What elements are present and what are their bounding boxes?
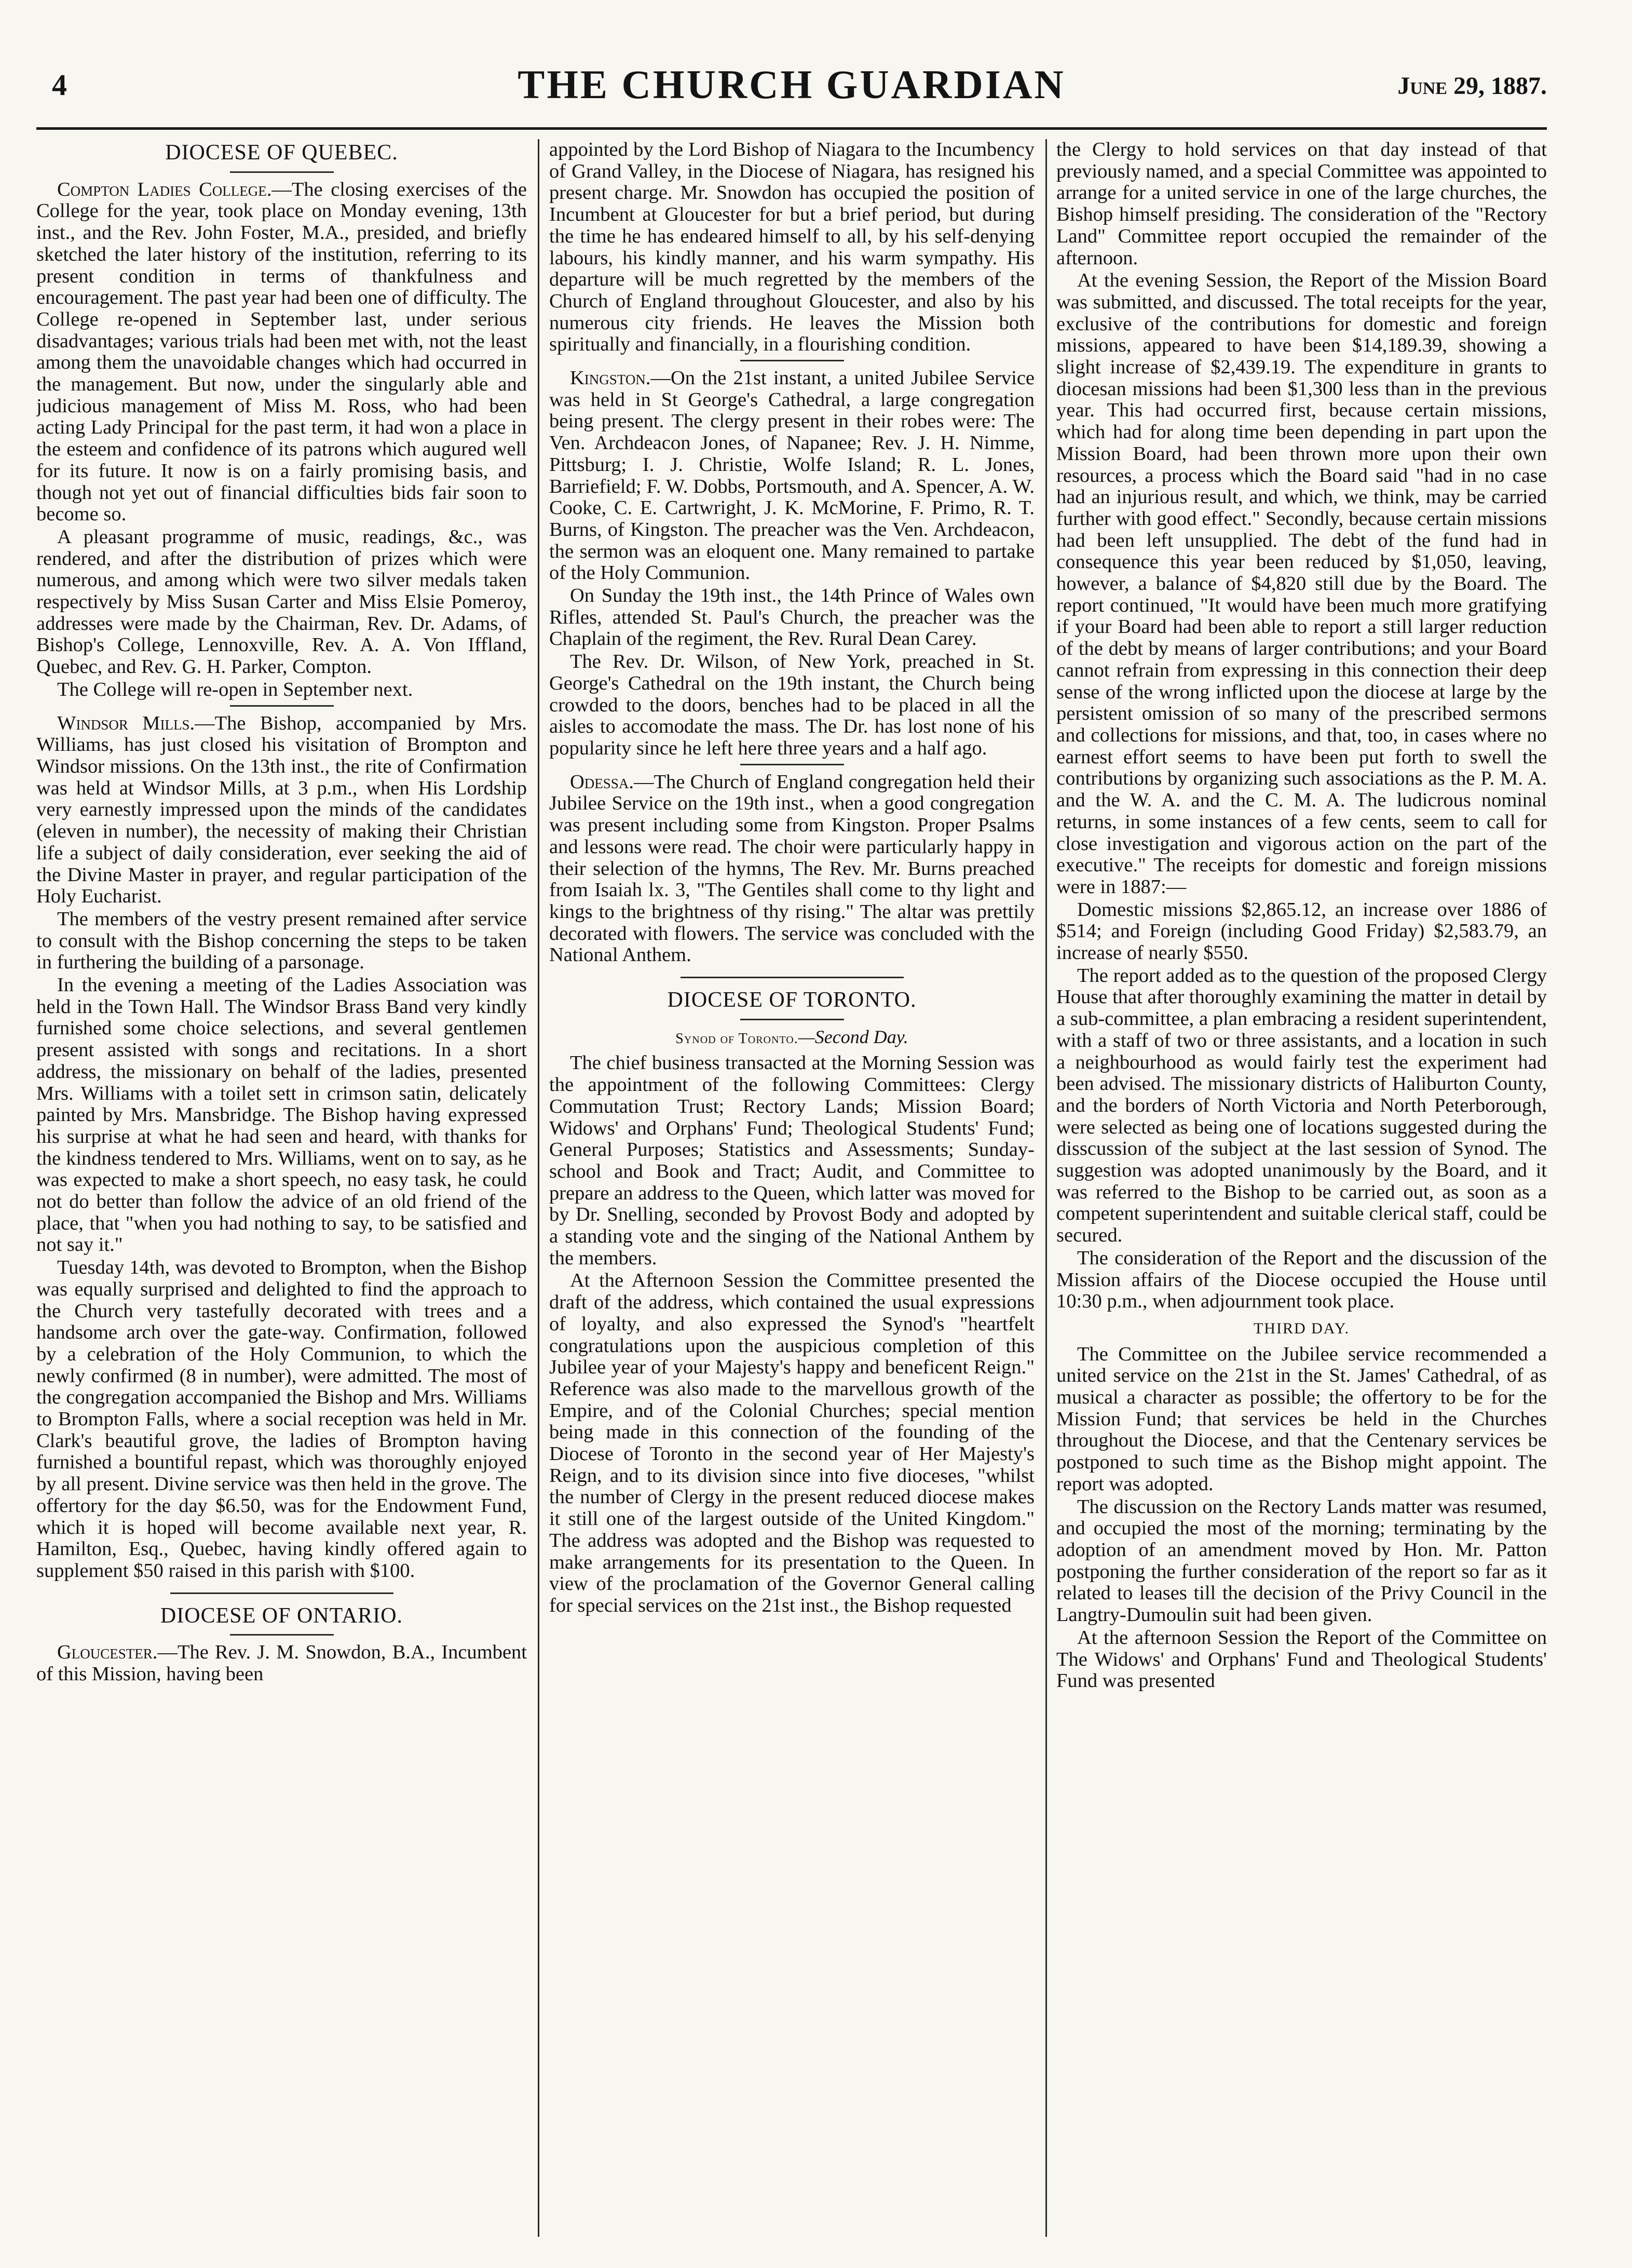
article-paragraph xyxy=(36,179,527,525)
article-text: —The Church of England congregation held their Jubilee Service on the 19th inst., when a good congregation was present including some from Kingston. Proper Psalms and lessons were read. The choir were particularly happy in their selection of the hymns, The Rev. Mr. Burns preached from Isaiah lx. 3, "The Gentiles shall come to thy light and kings to the brightness of thy rising." The altar was prettily decorated with flowers. The service was concluded with the National Anthem. xyxy=(549,771,1035,966)
article-text: —The Rev. J. M. Snowdon, B.A., Incumbent of this Mission, having been xyxy=(36,1641,527,1685)
section-heading-toronto: DIOCESE OF TORONTO. xyxy=(667,988,917,1013)
masthead xyxy=(36,62,1547,130)
article-paragraph: The consideration of the Report and the discussion of the Mission affairs of the Diocese occupied the House until 10:30 p.m., when adjournment took place. xyxy=(1056,1247,1547,1313)
article-paragraph: Domestic missions $2,865.12, an increase over 1886 of $514; and Foreign (including Good Friday) $2,583.79, an increase of nearly $550. xyxy=(1056,898,1547,964)
divider xyxy=(681,977,904,978)
article-title: Windsor Mills. xyxy=(57,712,195,734)
article-title: Compton Ladies College. xyxy=(57,178,272,200)
article-title: Gloucester. xyxy=(57,1641,158,1664)
column-rule xyxy=(1045,139,1047,2237)
article-paragraph xyxy=(36,713,527,908)
divider xyxy=(230,1634,334,1636)
article-paragraph: The chief business transacted at the Morning Session was the appointment of the following Committees: Clergy Commutation Trust; Rectory Lands; Mission Board; Widows' and Orphans' Fund; Theological Students' Fund; General Purposes; Statistics and Assessments; Sunday-school and Book and Tract; Audit, and Committee to prepare an address to the Queen, which latter was moved for by Dr. Snelling, seconded by Provost Body and adopted by a standing vote and the singing of the National Anthem by the members. xyxy=(549,1052,1035,1269)
page-number: 4 xyxy=(52,68,67,102)
article-text: —The closing exercises of the College for the year, took place on Monday evening, 13th inst., and the Rev. John Foster, M.A., presided, and briefly sketched the later history of the institution, referring to its present condition in terms of thankfulness and encouragement. The past year had been one of difficulty. The College re-opened in September last, under serious disadvantages; various trials had been met with, not the least among them the unavoidable changes which had occurred in the management. But now, under the singularly able and judicious management of Miss M. Ross, who had been acting Lady Principal for the past term, it had won a place in the esteem and confidence of its patrons which augured well for its future. It now is on a fairly promising basis, and though not yet out of financial difficulties bids fair soon to become so. xyxy=(36,178,527,525)
article-paragraph: At the evening Session, the Report of the Mission Board was submitted, and discussed. The total receipts for the year, exclusive of the contributions for domestic and foreign missions, appeared to have been $14,189.39, showing a slight increase of $2,439.19. The expenditure in grants to diocesan missions had been $1,300 less than in the previous year. This had occurred first, because certain missions, which had for along time been depending in part upon the Mission Board, had been thrown more upon their own resources, a process which the Board said "had in no case had an injurious result, and which, we think, may be carried further with good effect." Secondly, because certain missions had been left unsupplied. The debt of the fund had in consequence this year been reduced by $1,050, leaving, however, a balance of $4,820 still due by the Board. The report continued, "It would have been much more gratifying if your Board had been able to report a still larger reduction of the debt by means of larger contributions; and your Board cannot refrain from expressing in this connection their deep sense of the wrong inflicted upon the diocese at large by the persistent omission of so many of the prescribed sermons and collections for missions, and that, too, in cases where no earnest effort seems to have been put forth to swell the contributions by organizing such associations as the P. M. A. and the W. A. and the C. M. A. The ludicrous nominal returns, in some instances of a few cents, seem to call for close investigation and vigorous action on the part of the executive." The receipts for domestic and foreign missions were in 1887:— xyxy=(1056,269,1547,898)
issue-date-month: June xyxy=(1397,72,1447,100)
divider xyxy=(740,360,844,361)
article-text: —On the 21st instant, a united Jubilee Service was held in St George's Cathedral, a large congregation being present. The clergy present in their robes were: The Ven. Archdeacon Jones, of Napanee; Rev. J. H. Nimme, Pittsburg; I. J. Christie, Wolfe Island; R. L. Jones, Barriefield; F. W. Dobbs, Portsmouth, and A. Spencer, A. W. Cooke, C. E. Cartwright, J. K. McMorine, F. Primo, R. T. Burns, of Kingston. The preacher was the Ven. Archdeacon, the sermon was an eloquent one. Many remained to partake of the Holy Communion. xyxy=(549,367,1035,584)
article-paragraph: On Sunday the 19th inst., the 14th Prince of Wales own Rifles, attended St. Paul's Church, the preacher was the Chaplain of the regiment, the Rev. Rural Dean Carey. xyxy=(549,585,1035,650)
article-paragraph: The discussion on the Rectory Lands matter was resumed, and occupied the most of the morning; terminating by the adoption of an amendment moved by Hon. Mr. Patton postponing the further consideration of the report so far as it related to leases till the decision of the Privy Council in the Langtry-Dumoulin suit had been given. xyxy=(1056,1495,1547,1626)
column-1 xyxy=(36,139,527,2237)
article-paragraph: At the Afternoon Session the Committee presented the draft of the address, which contained the usual expressions of loyalty, and also expressed the Synod's "heartfelt congratulations upon the auspicious completion of this Jubilee year of your Majesty's happy and beneficent Reign." Reference was also made to the marvellous growth of the Empire, and of the Colonial Churches; special mention being made in this connection of the founding of the Diocese of Toronto in the second year of Her Majesty's Reign, and to its division since into five dioceses, "whilst the number of Clergy in the present reduced diocese makes it still one of the largest outside of the United Kingdom." The address was adopted and the Bishop was requested to make arrangements for its presentation to the Queen. In view of the proclamation of the Governor General calling for special services on the 21st inst., the Bishop requested xyxy=(549,1270,1035,1616)
newspaper-title: THE CHURCH GUARDIAN xyxy=(518,62,1066,107)
article-paragraph: The report added as to the question of the proposed Clergy House that after thoroughly examining the matter in detail by a sub-committee, a plan embracing a resident superintendent, with a staff of two or three assistants, and a location in such a neighbourhood as would fairly test the experiment had been advised. The missionary districts of Haliburton County, and the borders of North Victoria and North Peterborough, were selected as being one of locations suggested during the disscussion of the subject at the last session of Synod. The suggestion was adopted unanimously by the Board, and it was referred to the Bishop to be carried out, as soon as a competent superintendent and suitable clerical staff, could be secured. xyxy=(1056,964,1547,1247)
third-day-heading: THIRD DAY. xyxy=(1253,1319,1350,1337)
divider xyxy=(740,764,844,765)
issue-date xyxy=(1397,72,1547,100)
synod-subheading-day: —Second Day. xyxy=(798,1026,908,1047)
synod-subheading-label: Synod of Toronto. xyxy=(675,1030,798,1047)
divider xyxy=(230,171,334,173)
article-paragraph xyxy=(36,1642,527,1685)
section-heading-ontario: DIOCESE OF ONTARIO. xyxy=(160,1603,403,1628)
article-paragraph: the Clergy to hold services on that day instead of that previously named, and a special Committee was appointed to arrange for a united service in one of the large churches, the Bishop himself presiding. The consideration of the "Rectory Land" Committee report occupied the remainder of the afternoon. xyxy=(1056,139,1547,269)
section-heading-quebec: DIOCESE OF QUEBEC. xyxy=(165,141,398,165)
issue-date-rest: 29, 1887. xyxy=(1453,72,1547,100)
article-paragraph: Tuesday 14th, was devoted to Brompton, when the Bishop was equally surprised and delighted to find the approach to the Church very tastefully decorated with trees and a handsome arch over the gate-way. Confirmation, followed by a celebration of the Holy Communion, to which the newly confirmed (8 in number), were admitted. The most of the congregation accompanied the Bishop and Mrs. Williams to Brompton Falls, where a social reception was held in Mr. Clark's beautiful grove, the ladies of Brompton having furnished a bountiful repast, which was thoroughly enjoyed by all present. Divine service was then held in the grove. The offertory for the day $6.50, was for the Endowment Fund, which it is hoped will become available next year, R. Hamilton, Esq., Quebec, having kindly offered again to supplement $50 raised in this parish with $100. xyxy=(36,1257,527,1582)
article-paragraph: The Committee on the Jubilee service recommended a united service on the 21st in the St. James' Cathedral, of as musical a character as possible; the offertory to be for the Mission Fund; that services be held in the Churches throughout the Diocese, and that the Centenary services be postponed to such time as the Bishop might appoint. The report was adopted. xyxy=(1056,1343,1547,1495)
article-paragraph: The College will re-open in September next. xyxy=(57,678,413,700)
article-paragraph: appointed by the Lord Bishop of Niagara to the Incumbency of Grand Valley, in the Diocese of Niagara, has resigned his present charge. Mr. Snowdon has occupied the position of Incumbent at Gloucester for but a brief period, but during the time he has endeared himself to all, by his self-denying labours, his kindly manner, and his warm sympathy. His departure will be much regretted by the members of the Church of England throughout Gloucester, and also by his numerous city friends. He leaves the Mission both spiritually and financially, in a flourishing condition. xyxy=(549,139,1035,356)
article-paragraph xyxy=(549,772,1035,966)
article-title: Odessa. xyxy=(570,771,634,793)
synod-subheading xyxy=(549,1027,1035,1050)
divider xyxy=(740,1019,844,1020)
column-2 xyxy=(549,139,1035,2237)
column-rule xyxy=(538,139,539,2237)
article-title: Kingston. xyxy=(570,367,651,389)
divider xyxy=(170,1592,393,1594)
column-3 xyxy=(1056,139,1547,2237)
article-paragraph: The members of the vestry present remained after service to consult with the Bishop concerning the steps to be taken in furthering the building of a parsonage. xyxy=(36,908,527,974)
article-paragraph xyxy=(549,368,1035,584)
article-paragraph: The Rev. Dr. Wilson, of New York, preached in St. George's Cathedral on the 19th instant, the Church being crowded to the doors, benches had to be placed in all the aisles to accomodate the mass. The Dr. has lost none of his popularity since he left here three years and a half ago. xyxy=(549,651,1035,759)
columns xyxy=(36,139,1547,2237)
article-paragraph: A pleasant programme of music, readings, &c., was rendered, and after the distribution of prizes which were numerous, and among which were two silver medals taken respectively by Miss Susan Carter and Miss Elsie Pomeroy, addresses were made by the Chairman, Rev. Dr. Adams, of Bishop's College, Lennoxville, Rev. A. A. Von Iffland, Quebec, and Rev. G. H. Parker, Compton. xyxy=(36,525,527,678)
article-text: —The Bishop, accompanied by Mrs. Williams, has just closed his visitation of Brompton and Windsor missions. On the 13th inst., the rite of Confirmation was held at Windsor Mills, at 3 p.m., when His Lordship very earnestly impressed upon the minds of the candidates (eleven in number), the necessity of making their Christian life a subject of daily consideration, ever seeking the aid of the Divine Master in prayer, and regular participation of the Holy Eucharist. xyxy=(36,712,527,908)
divider xyxy=(230,705,334,707)
article-paragraph: In the evening a meeting of the Ladies Association was held in the Town Hall. The Windsor Brass Band very kindly furnished some choice selections, and several gentlemen present assisted with songs and recitations. In a short address, the missionary on behalf of the ladies, presented Mrs. Williams with a toilet sett in crimson satin, delicately painted by Mrs. Mansbridge. The Bishop having expressed his surprise at what he had seen and heard, with thanks for the kindness tendered to Mrs. Williams, went on to say, as he was expected to make a short speech, no easy task, he could not do better than follow the advice of an old friend of the place, that "when you had nothing to say, to be satisfied and not say it." xyxy=(36,974,527,1256)
article-paragraph: At the afternoon Session the Report of the Committee on The Widows' and Orphans' Fund and Theological Students' Fund was presented xyxy=(1056,1626,1547,1692)
